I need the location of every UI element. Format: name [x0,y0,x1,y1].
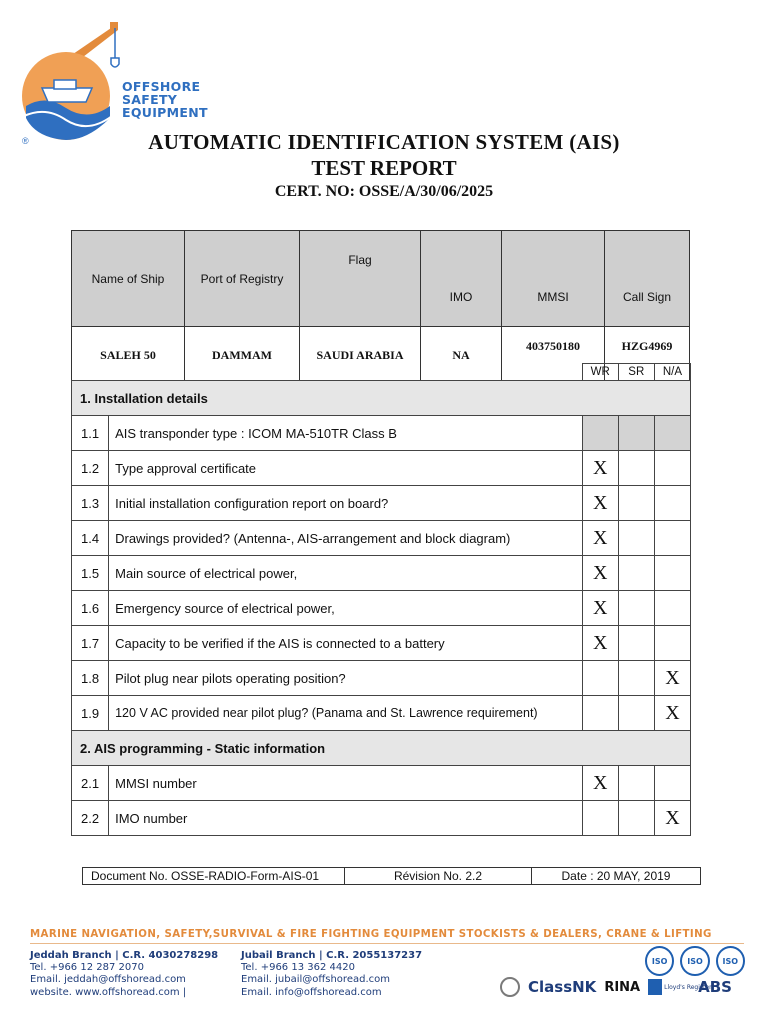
checklist-row [72,591,691,626]
registered-mark: ® [22,136,29,146]
wr-cell: X [582,591,618,626]
jubail-branch-cr: Jubail Branch | C.R. 2055137237 [241,950,423,961]
wr-cell: X [582,626,618,661]
wr-cell [582,416,618,451]
value-call-sign: HZG4969 [605,327,690,385]
sr-cell [618,696,654,731]
header-mmsi: MMSI [502,231,605,327]
info-email[interactable]: Email. info@offshoread.com [241,986,382,998]
ship-header-row [72,231,690,327]
sr-cell [618,416,654,451]
item-number: 1.7 [72,626,109,661]
column-wr: WR [582,364,618,381]
value-mmsi: 403750180 [502,327,605,385]
jubail-phone: Tel. +966 13 362 4420 [241,962,355,974]
item-text: Initial installation configuration report on board? [109,486,583,521]
iso-badge-icon: ISO [680,946,709,976]
item-text: Emergency source of electrical power, [109,591,583,626]
item-number: 1.3 [72,486,109,521]
brand-line-3: EQUIPMENT [122,105,208,120]
wr-cell [582,696,618,731]
sr-cell [618,801,654,836]
brand-line-2: SAFETY [122,92,178,107]
column-sr: SR [618,364,654,381]
rina-logo: RINA [604,979,641,995]
checklist-row [72,416,691,451]
item-number: 1.1 [72,416,109,451]
document-date: Date : 20 MAY, 2019 [532,868,701,885]
classnk-logo: ClassNK [528,978,597,996]
checklist-row [72,486,691,521]
na-cell: X [654,801,690,836]
item-text: Pilot plug near pilots operating position? [109,661,583,696]
item-number: 1.6 [72,591,109,626]
footer-divider [30,943,744,944]
header-name-of-ship: Name of Ship [72,231,185,327]
wr-cell [582,661,618,696]
jubail-branch-contact [241,950,422,999]
wr-cell: X [582,486,618,521]
checklist-row [72,556,691,591]
iso-badge-icon: ISO [645,946,674,976]
brand-line-1: OFFSHORE [122,79,201,94]
sr-cell [618,591,654,626]
na-cell: X [654,661,690,696]
item-text: AIS transponder type : ICOM MA-510TR Class B [109,416,583,451]
item-text: IMO number [109,801,583,836]
header-imo: IMO [421,231,502,327]
company-tagline: MARINE NAVIGATION, SAFETY,SURVIVAL & FIRE FIGHTING EQUIPMENT STOCKISTS & DEALERS, CRANE & LIFTING [30,929,712,940]
column-na: N/A [654,364,690,381]
section-header-static-information [72,731,691,766]
na-cell: X [654,696,690,731]
section-header-installation [72,381,691,416]
na-cell [654,451,690,486]
item-text: Type approval certificate [109,451,583,486]
na-cell [654,766,690,801]
item-number: 1.4 [72,521,109,556]
wr-cell: X [582,766,618,801]
jeddah-branch-cr: Jeddah Branch | C.R. 4030278298 [30,950,219,961]
item-text: Drawings provided? (Antenna-, AIS-arrangement and block diagram) [109,521,583,556]
item-number: 1.2 [72,451,109,486]
lloyds-register-text: Lloyd's Register [664,983,712,991]
item-text: MMSI number [109,766,583,801]
classification-logos [500,976,732,998]
item-number: 1.9 [72,696,109,731]
na-cell [654,486,690,521]
checklist-row [72,661,691,696]
wr-cell: X [582,451,618,486]
section-title: 2. AIS programming - Static information [72,731,691,766]
header-flag: Flag [300,231,421,327]
ship-details-table [71,230,690,385]
report-subtitle: TEST REPORT [311,156,457,180]
jeddah-email[interactable]: Email. jeddah@offshoread.com [30,974,186,986]
sr-cell [618,556,654,591]
iso-badges [645,946,745,972]
sr-cell [618,486,654,521]
company-logo [18,18,128,148]
item-number: 1.5 [72,556,109,591]
sr-cell [618,766,654,801]
iso-badge-icon: ISO [716,946,745,976]
checklist-row [72,766,691,801]
sr-cell [618,521,654,556]
wr-cell [582,801,618,836]
revision-number: Révision No. 2.2 [345,868,532,885]
item-number: 2.1 [72,766,109,801]
jeddah-branch-contact [30,950,218,999]
sr-cell [618,451,654,486]
value-imo: NA [421,327,502,385]
na-cell [654,626,690,661]
report-title: AUTOMATIC IDENTIFICATION SYSTEM (AIS) [148,130,620,154]
document-number: Document No. OSSE-RADIO-Form-AIS-01 [83,868,345,885]
checklist-row [72,451,691,486]
jeddah-phone: Tel. +966 12 287 2070 [30,962,144,974]
value-name-of-ship: SALEH 50 [72,327,185,385]
jubail-email[interactable]: Email. jubail@offshoread.com [241,974,390,986]
certificate-number: CERT. NO: OSSE/A/30/06/2025 [274,183,494,200]
blank-header-cell [72,364,583,381]
document-info-table [82,867,701,885]
header-call-sign: Call Sign [605,231,690,327]
wr-cell: X [582,556,618,591]
item-text: Capacity to be verified if the AIS is connected to a battery [109,626,583,661]
wr-cell: X [582,521,618,556]
lloyds-register-logo [648,979,712,995]
checklist-row [72,521,691,556]
value-flag: SAUDI ARABIA [300,327,421,385]
checklist-table [71,363,691,836]
item-text: Main source of electrical power, [109,556,583,591]
checklist-row [72,801,691,836]
header-port-of-registry: Port of Registry [185,231,300,327]
item-number: 1.8 [72,661,109,696]
section-title: 1. Installation details [72,381,691,416]
item-number: 2.2 [72,801,109,836]
na-cell [654,556,690,591]
checklist-column-header-row [72,364,691,381]
na-cell [654,521,690,556]
item-text: 120 V AC provided near pilot plug? (Panama and St. Lawrence requirement) [109,696,583,731]
sr-cell [618,626,654,661]
abs-logo: ABS [698,978,732,996]
website-link[interactable]: website. www.offshoread.com | [30,986,187,998]
value-port-of-registry: DAMMAM [185,327,300,385]
checklist-row [72,626,691,661]
lloyds-register-icon [648,979,662,995]
sr-cell [618,661,654,696]
checklist-row [72,696,691,731]
na-cell [654,591,690,626]
brand-name [122,80,208,119]
classnk-emblem-icon [500,977,520,997]
na-cell [654,416,690,451]
